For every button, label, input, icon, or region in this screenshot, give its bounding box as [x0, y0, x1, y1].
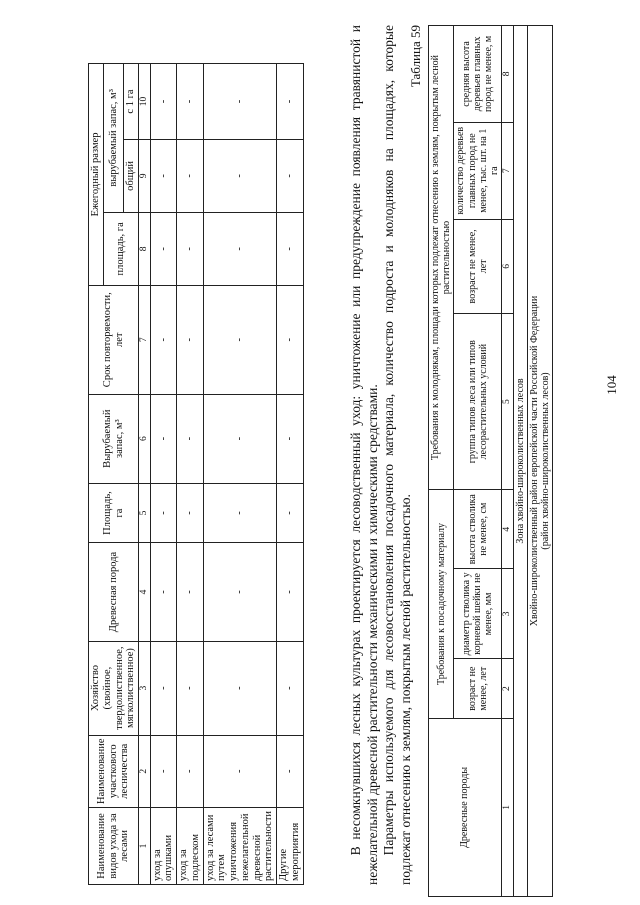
col-num: 5: [139, 483, 151, 543]
column-number-row: [139, 64, 151, 885]
cell: -: [150, 140, 177, 213]
cell: -: [150, 64, 177, 140]
cell: -: [177, 140, 204, 213]
header-age: возраст не менее, лет: [454, 659, 502, 718]
cell: -: [177, 543, 204, 641]
zone-row: Зона хвойно-широколиственных лесов: [513, 26, 527, 897]
table-row: [277, 64, 304, 885]
col-num: 4: [139, 543, 151, 641]
col-num: 10: [139, 64, 151, 140]
col-num: 6: [502, 219, 514, 314]
cell: -: [177, 212, 204, 285]
cell: -: [277, 64, 304, 140]
column-number-row: [502, 26, 514, 897]
table-row: [150, 64, 177, 885]
header-period: Срок повторяемости, лет: [89, 285, 139, 394]
row-name: уход за подлеском: [177, 807, 204, 884]
cell: -: [277, 212, 304, 285]
forest-care-table: [88, 63, 304, 885]
table-row: [203, 64, 277, 885]
cell: -: [277, 543, 304, 641]
cell: -: [203, 641, 277, 735]
header-age2: возраст не менее, лет: [454, 219, 502, 314]
cell: -: [203, 735, 277, 807]
col-num: 9: [139, 140, 151, 213]
region-name: Хвойно-широколиственный район европейской части Российской Федерации: [528, 295, 540, 627]
col-num: 8: [139, 212, 151, 285]
cell: -: [203, 543, 277, 641]
col-num: 7: [139, 285, 151, 394]
table-row: [177, 64, 204, 885]
col-num: 7: [502, 122, 514, 219]
header-species: Древесная порода: [89, 543, 139, 641]
header-annual-total: общий: [124, 140, 139, 213]
header-young: Требования к молоднякам, площади которых подлежат отнесению к землям, покрытым лесной растительностью: [429, 26, 454, 490]
header-area: Площадь, га: [89, 483, 139, 543]
cell: -: [150, 641, 177, 735]
col-num: 5: [502, 314, 514, 490]
header-kind: Наименование видов ухода за лесами: [89, 807, 139, 884]
row-name: Другие мероприятия: [277, 807, 304, 884]
cell: -: [203, 394, 277, 483]
col-num: 2: [139, 735, 151, 807]
cell: -: [277, 483, 304, 543]
cell: -: [177, 394, 204, 483]
cell: -: [203, 483, 277, 543]
region-subname: (район хвойно-широколиственных лесов): [540, 372, 552, 550]
cell: -: [150, 543, 177, 641]
col-num: 1: [502, 718, 514, 896]
cell: -: [150, 212, 177, 285]
col-num: 6: [139, 394, 151, 483]
region-row: [527, 26, 552, 897]
cell: -: [203, 212, 277, 285]
page-number: 104: [604, 375, 619, 395]
cell: -: [177, 641, 204, 735]
header-annual-stock: вырубаемый запас, м³: [103, 64, 124, 213]
paragraph-care: В несомкнувшихся лесных культурах проектируется лесоводственный уход: уничтожение или предупреждение появления травянистой и нежелательной древесной растительности механическими и химическими средствами.: [348, 25, 380, 885]
header-stock: Вырубаемый запас, м³: [89, 394, 139, 483]
cell: -: [150, 394, 177, 483]
cell: -: [203, 64, 277, 140]
header-forestry: Наименование участкового лесничества: [89, 735, 139, 807]
cell: -: [177, 285, 204, 394]
cell: -: [277, 140, 304, 213]
cell: -: [177, 483, 204, 543]
planting-material-table: [428, 25, 553, 897]
cell: -: [177, 64, 204, 140]
paragraph-parameters: Параметры используемого для лесовосстановления посадочного материала, количество подроста и молодняков на площадях, которые подлежат отнесению к землям, покрытым лесной растительностью.: [381, 25, 413, 885]
header-group: группа типов леса или типов лесорастительных условий: [454, 314, 502, 490]
cell: -: [277, 735, 304, 807]
col-num: 1: [139, 807, 151, 884]
header-annual-area: площадь, га: [103, 212, 138, 285]
header-planting: Требования к посадочному материалу: [429, 490, 454, 719]
col-num: 3: [502, 569, 514, 659]
cell: -: [150, 285, 177, 394]
cell: -: [150, 735, 177, 807]
cell: -: [203, 285, 277, 394]
cell: -: [277, 641, 304, 735]
cell: -: [177, 735, 204, 807]
header-species: Древесные породы: [429, 718, 502, 896]
header-diameter: диаметр стволика у корневой шейки не менее, мм: [454, 569, 502, 659]
col-num: 4: [502, 490, 514, 569]
row-name: уход за лесами путем уничтожения нежелательной древесной растительности: [203, 807, 277, 884]
col-num: 3: [139, 641, 151, 735]
header-annual-per-ha: с 1 га: [124, 64, 139, 140]
table-caption: Таблица 59: [408, 25, 423, 88]
cell: -: [150, 483, 177, 543]
header-avg-height: средняя высота деревьев главных пород не менее, м: [454, 26, 502, 123]
header-household: Хозяйство (хвойное, твердолиственное, мягколиственное): [89, 641, 139, 735]
header-annual: Ежегодный размер: [89, 64, 104, 286]
col-num: 8: [502, 26, 514, 123]
row-name: уход за опушками: [150, 807, 177, 884]
col-num: 2: [502, 659, 514, 718]
cell: -: [203, 140, 277, 213]
cell: -: [277, 285, 304, 394]
header-count: количество деревьев главных пород не менее, тыс. шт. на 1 га: [454, 122, 502, 219]
header-height: высота стволика не менее, см: [454, 490, 502, 569]
cell: -: [277, 394, 304, 483]
